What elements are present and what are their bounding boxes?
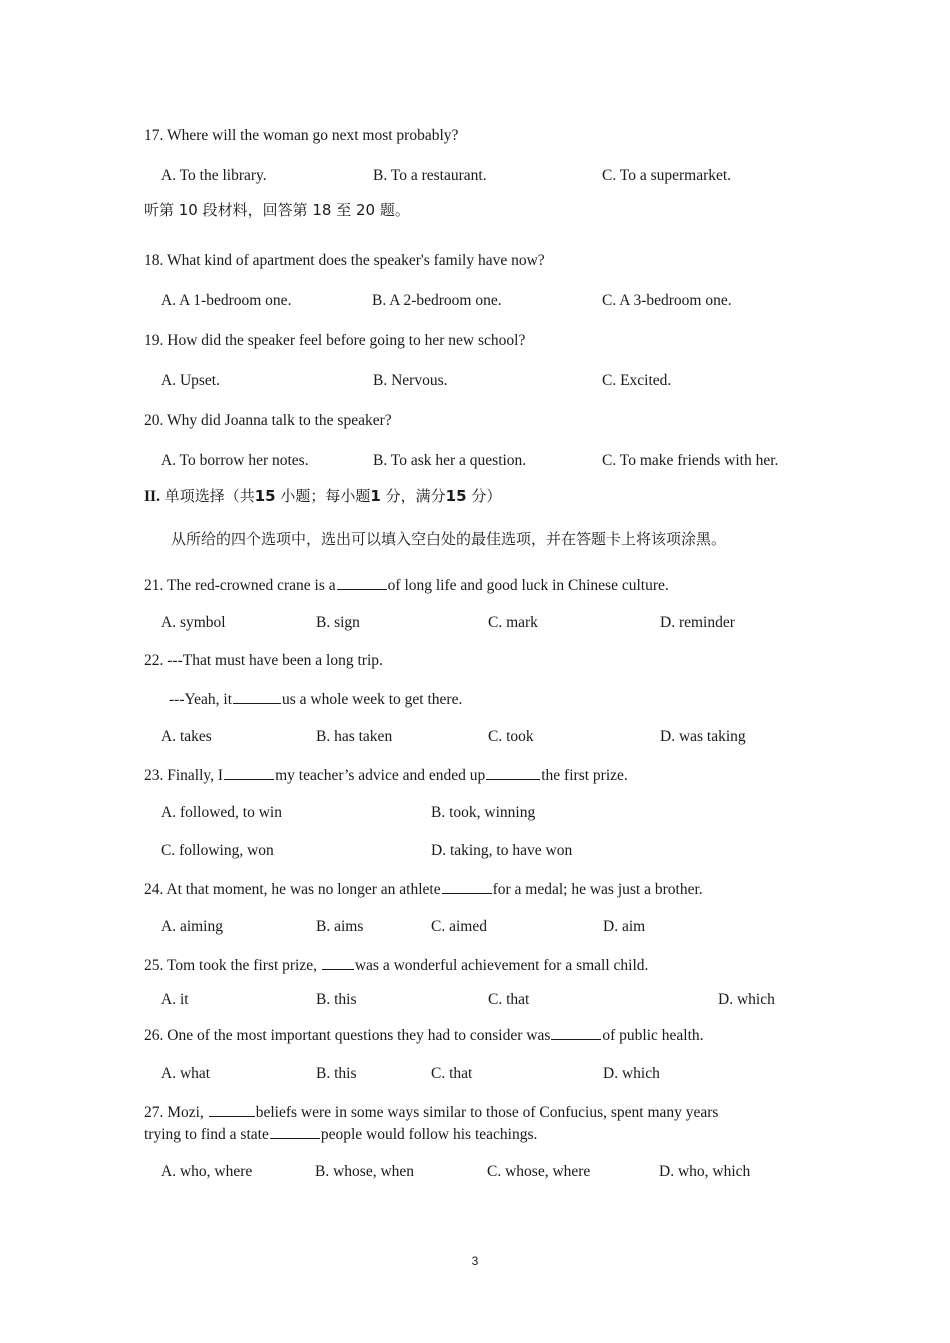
q25-option-c: C. that — [488, 991, 530, 1008]
question-25-stem — [144, 955, 648, 976]
q24-option-b: B. aims — [316, 918, 364, 935]
question-17-stem: 17. Where will the woman go next most probably? — [144, 127, 459, 144]
page-number: 3 — [471, 1254, 479, 1268]
q27-option-a: A. who, where — [161, 1163, 253, 1180]
answer-blank — [322, 955, 354, 970]
q25-option-d: D. which — [718, 991, 775, 1008]
question-20-stem: 20. Why did Joanna talk to the speaker? — [144, 412, 392, 429]
q26-option-c: C. that — [431, 1065, 473, 1082]
q21-option-b: B. sign — [316, 614, 360, 631]
question-22-response — [169, 689, 462, 710]
q18-option-a: A. A 1-bedroom one. — [161, 292, 292, 309]
q21-option-d: D. reminder — [660, 614, 735, 631]
q23-option-d: D. taking, to have won — [431, 842, 573, 859]
q27-stem2-pre: trying to find a state — [144, 1126, 269, 1143]
q17-option-a: A. To the library. — [161, 167, 267, 184]
q21-stem-pre: 21. The red-crowned crane is a — [144, 577, 336, 594]
part-2-count: 15 — [254, 487, 276, 505]
q25-option-a: A. it — [161, 991, 189, 1008]
q22-option-a: A. takes — [161, 728, 212, 745]
q20-option-a: A. To borrow her notes. — [161, 452, 309, 469]
question-18-stem: 18. What kind of apartment does the speaker's family have now? — [144, 252, 545, 269]
question-27-stem-line-2 — [144, 1124, 537, 1145]
q24-option-a: A. aiming — [161, 918, 223, 935]
part-2-heading-post: 分） — [471, 487, 502, 505]
q23-option-a: A. followed, to win — [161, 804, 282, 821]
q20-option-b: B. To ask her a question. — [373, 452, 527, 469]
q18-option-b: B. A 2-bedroom one. — [372, 292, 502, 309]
q17-option-b: B. To a restaurant. — [373, 167, 487, 184]
answer-blank — [270, 1124, 320, 1139]
q27-option-b: B. whose, when — [315, 1163, 415, 1180]
answer-blank — [209, 1102, 255, 1117]
q19-option-a: A. Upset. — [161, 372, 220, 389]
q22-option-b: B. has taken — [316, 728, 393, 745]
q25-option-b: B. this — [316, 991, 357, 1008]
answer-blank — [337, 575, 387, 590]
part-2-heading — [144, 486, 501, 507]
answer-blank — [224, 765, 274, 780]
part-2-heading-pre: 单项选择（共 — [164, 487, 255, 505]
q24-stem-post: for a medal; he was just a brother. — [492, 881, 703, 898]
question-27-stem — [144, 1102, 718, 1123]
part-2-heading-mid2: 分，满分 — [385, 487, 446, 505]
q19-option-c: C. Excited. — [602, 372, 672, 389]
question-22-stem: 22. ---That must have been a long trip. — [144, 652, 383, 669]
q26-option-a: A. what — [161, 1065, 211, 1082]
part-2-instruction: 从所给的四个选项中，选出可以填入空白处的最佳选项，并在答题卡上将该项涂黑。 — [171, 530, 727, 548]
q23-option-c: C. following, won — [161, 842, 274, 859]
part-2-number: II. — [144, 488, 160, 505]
part-2-heading-mid1: 小题；每小题 — [280, 487, 371, 505]
part-2-points-each: 1 — [370, 487, 381, 505]
q23-stem-mid: my teacher’s advice and ended up — [275, 767, 486, 784]
q25-stem-post: was a wonderful achievement for a small child. — [354, 957, 649, 974]
question-23-stem — [144, 765, 628, 786]
question-26-stem — [144, 1025, 704, 1046]
answer-blank — [233, 689, 281, 704]
part-2-total: 15 — [445, 487, 467, 505]
q22-response-post: us a whole week to get there. — [282, 691, 463, 708]
q24-stem-pre: 24. At that moment, he was no longer an athlete — [144, 881, 441, 898]
q21-stem-post: of long life and good luck in Chinese culture. — [387, 577, 669, 594]
question-21-stem — [144, 575, 669, 596]
q25-stem-pre: 25. Tom took the first prize, — [144, 957, 317, 974]
q26-option-d: D. which — [603, 1065, 660, 1082]
q21-option-a: A. symbol — [161, 614, 226, 631]
q22-option-c: C. took — [488, 728, 534, 745]
q17-option-c: C. To a supermarket. — [602, 167, 732, 184]
q24-option-d: D. aim — [603, 918, 646, 935]
question-24-stem — [144, 879, 703, 900]
q27-option-c: C. whose, where — [487, 1163, 591, 1180]
q19-option-b: B. Nervous. — [373, 372, 448, 389]
q18-option-c: C. A 3-bedroom one. — [602, 292, 732, 309]
q27-stem2-post: people would follow his teachings. — [320, 1126, 538, 1143]
q22-response-pre: ---Yeah, it — [169, 691, 232, 708]
q23-option-b: B. took, winning — [431, 804, 536, 821]
q27-option-d: D. who, which — [659, 1163, 751, 1180]
q23-stem-post: the first prize. — [541, 767, 628, 784]
q24-option-c: C. aimed — [431, 918, 487, 935]
q23-stem-pre: 23. Finally, I — [144, 767, 224, 784]
q21-option-c: C. mark — [488, 614, 538, 631]
q26-stem-post: of public health. — [602, 1027, 704, 1044]
q26-option-b: B. this — [316, 1065, 357, 1082]
answer-blank — [551, 1025, 601, 1040]
answer-blank — [486, 765, 540, 780]
q22-option-d: D. was taking — [660, 728, 746, 745]
q20-option-c: C. To make friends with her. — [602, 452, 779, 469]
q27-stem-mid: beliefs were in some ways similar to those of Confucius, spent many years — [255, 1104, 719, 1121]
section-10-instruction: 听第 10 段材料，回答第 18 至 20 题。 — [144, 201, 410, 219]
answer-blank — [442, 879, 492, 894]
q26-stem-pre: 26. One of the most important questions they had to consider was — [144, 1027, 551, 1044]
q27-stem-pre: 27. Mozi, — [144, 1104, 204, 1121]
question-19-stem: 19. How did the speaker feel before going to her new school? — [144, 332, 526, 349]
